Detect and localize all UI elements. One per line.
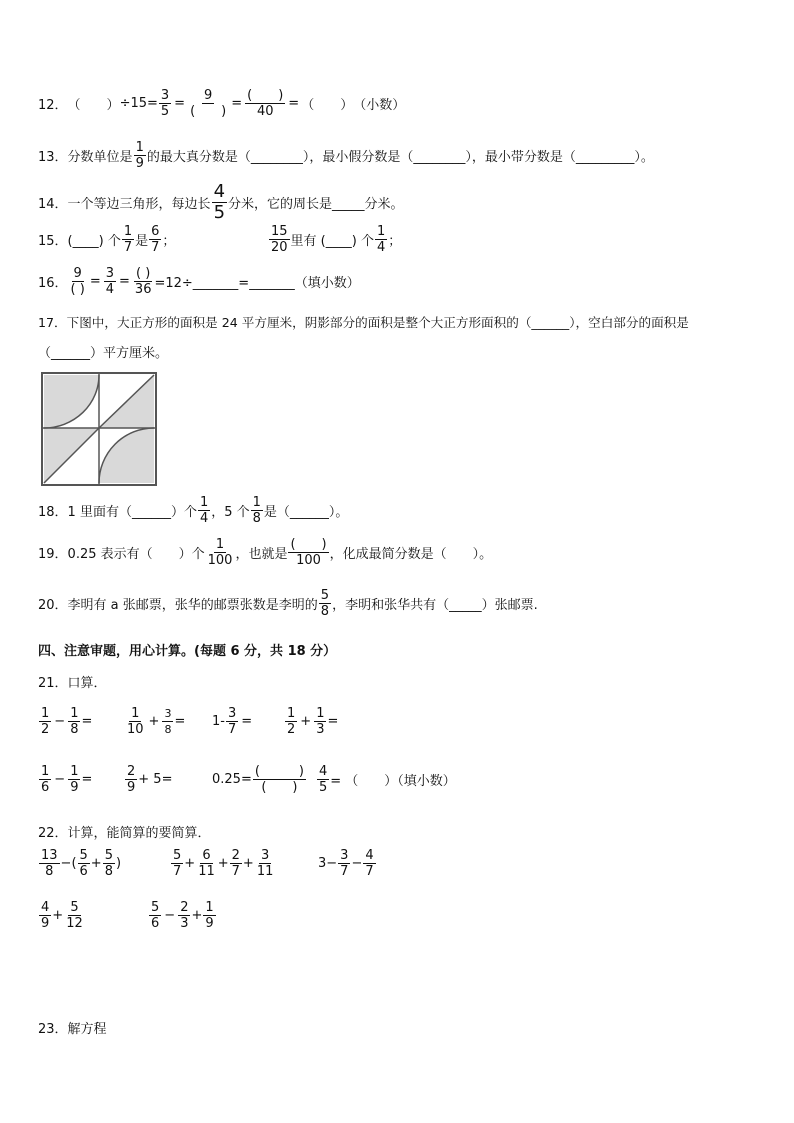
fraction: 4 9 xyxy=(41,900,50,931)
q22-expr-4: 4 9 + $\frac{5}{12}$ xyxy=(41,900,83,931)
fraction: 13 8 xyxy=(41,848,58,879)
answer-blank[interactable]: （ ） xyxy=(67,98,120,113)
fraction: 15 20 xyxy=(271,224,288,255)
q21-r2-a: 1 6 − $\frac{1}{9}$ = xyxy=(41,764,93,795)
question-16: 16． 9 ( ) = $\frac{3}{4}$ = ( ) 36 =12÷_______=_______（填小数） xyxy=(38,266,360,297)
fraction: $\frac{3}{7}$ xyxy=(227,706,237,737)
fraction: $\frac{2}{3}$ xyxy=(180,900,189,931)
fraction: 1 6 xyxy=(41,764,50,795)
fraction: $\frac{1}{3}$ xyxy=(316,706,325,737)
question-number: 12． xyxy=(38,98,68,113)
fraction: 5 7 xyxy=(173,848,182,879)
fraction: ( ) 100 xyxy=(290,537,327,568)
question-20: 20． 李明有 a 张邮票，张华的邮票张数是李明的 5 8 ，李明和张华共有（_____）张邮票. xyxy=(38,588,538,619)
fraction: 5 6 xyxy=(151,900,160,931)
fraction: $\frac{4}{5}$ xyxy=(319,764,328,795)
question-number: 14． xyxy=(38,197,68,212)
fraction: $\frac{6}{11}$ xyxy=(198,848,215,879)
question-21-title: 21．口算． xyxy=(38,676,107,691)
fraction: $\frac{3}{5}$ xyxy=(160,88,170,119)
fraction: $\frac{5}{8}$ xyxy=(104,848,113,879)
fraction: $\frac{3}{7}$ xyxy=(340,848,349,879)
fraction: 1 100 xyxy=(207,537,233,568)
section-4-heading: 四、注意审题，用心计算。(每题 6 分，共 18 分） xyxy=(38,644,337,659)
fraction: $\frac{3}{4}$ xyxy=(105,266,115,297)
question-12: 12． （ ） ÷15= $\frac{3}{5}$ = 9 ( ) = ( ) 40 = （ ） （小数） xyxy=(38,88,406,119)
fraction: ( ) ( ) xyxy=(254,764,304,795)
fraction: 1 2 xyxy=(287,706,296,737)
question-22-title: 22．计算，能简算的要简算． xyxy=(38,826,211,841)
square-diagram xyxy=(40,371,158,487)
fraction: 4 5 xyxy=(213,181,226,223)
fraction: $\frac{3}{11}$ xyxy=(256,848,274,879)
fraction: $\frac{3}{8}$ xyxy=(164,707,172,736)
fraction: 5 8 xyxy=(320,588,330,619)
q22-expr-2: 5 7 + $\frac{6}{11}$ + $\frac{2}{7}$ + $\frac{3}{11}$ xyxy=(173,848,274,879)
fraction: 1 10 xyxy=(127,706,144,737)
fraction: 1 9 xyxy=(135,140,144,171)
fraction: $\frac{2}{7}$ xyxy=(231,848,240,879)
question-number: 13． xyxy=(38,150,68,165)
question-23-title: 23．解方程 xyxy=(38,1022,107,1037)
question-15-part-b: 15 20 里有 (____) 个 1 4 ； xyxy=(271,224,402,255)
fraction: $\frac{4}{7}$ xyxy=(365,848,374,879)
question-14: 14． 一个等边三角形，每边长 4 5 分米，它的周长是_____分米。 xyxy=(38,181,404,223)
question-15: 15． (____) 个 1 7 是 6 7 ； xyxy=(38,224,176,255)
answer-blank[interactable]: （ ） xyxy=(301,98,354,113)
question-19: 19． 0.25 表示有（ ）个 1 100 ，也就是 ( ) 100 ，化成最简分数是（ ）。 xyxy=(38,537,493,568)
fraction: $\frac{1}{8}$ xyxy=(70,706,79,737)
q21-r2-b: 2 9 + 5= xyxy=(127,764,173,795)
fraction: 2 9 xyxy=(127,764,136,795)
question-number: 18． xyxy=(38,505,68,520)
fraction: 6 7 xyxy=(151,224,160,255)
q21-r2-c: 0.25= ( ) ( ) xyxy=(212,764,304,795)
fraction: 1 4 xyxy=(199,495,209,526)
question-number: 20． xyxy=(38,598,68,613)
fraction: 1 2 xyxy=(41,706,50,737)
fraction: 5 6 xyxy=(79,848,88,879)
fraction: 1 7 xyxy=(123,224,133,255)
q22-expr-1: 13 8 −( 5 6 + $\frac{5}{8}$ ) xyxy=(41,848,122,879)
fraction: 9 ( ) xyxy=(70,266,85,297)
q22-expr-3: 3− $\frac{3}{7}$ − $\frac{4}{7}$ xyxy=(318,848,374,879)
question-13: 13． 分数单位是 1 9 的最大真分数是（________），最小假分数是（________），最小带分数是（_________）。 xyxy=(38,140,654,171)
fraction: 9 ( ) xyxy=(190,88,227,119)
question-number: 16． xyxy=(38,276,68,291)
fraction: 1 4 xyxy=(376,224,386,255)
fraction: $\frac{5}{12}$ xyxy=(66,900,83,931)
fraction: ( ) 36 xyxy=(134,266,152,297)
q21-r1-a: 1 2 − $\frac{1}{8}$ = xyxy=(41,706,93,737)
question-number: 19． xyxy=(38,547,68,562)
fraction: $\frac{1}{9}$ xyxy=(205,900,214,931)
q21-r1-d: 1 2 + $\frac{1}{3}$ = xyxy=(287,706,339,737)
question-18: 18． 1 里面有（______）个 1 4 ，5 个 1 8 是（______）。 xyxy=(38,495,349,526)
fraction: $\frac{1}{9}$ xyxy=(70,764,79,795)
fraction: ( ) 40 xyxy=(247,88,284,119)
fraction: 1 8 xyxy=(252,495,261,526)
q22-expr-5: 5 6 − $\frac{2}{3}$ + $\frac{1}{9}$ xyxy=(151,900,214,931)
q21-r1-c: 1- $\frac{3}{7}$ = xyxy=(212,706,253,737)
q21-r2-d: $\frac{4}{5}$ = （ ）（填小数） xyxy=(319,764,456,795)
question-17-line-1: 17．下图中，大正方形的面积是 24 平方厘米，阴影部分的面积是整个大正方形面积的（______），空白部分的面积是 xyxy=(38,315,689,330)
q21-r1-b: 1 10 + $\frac{3}{8}$ = xyxy=(127,706,186,737)
question-number: 15． xyxy=(38,234,68,249)
question-17-line-2: （______）平方厘米。 xyxy=(38,346,169,361)
